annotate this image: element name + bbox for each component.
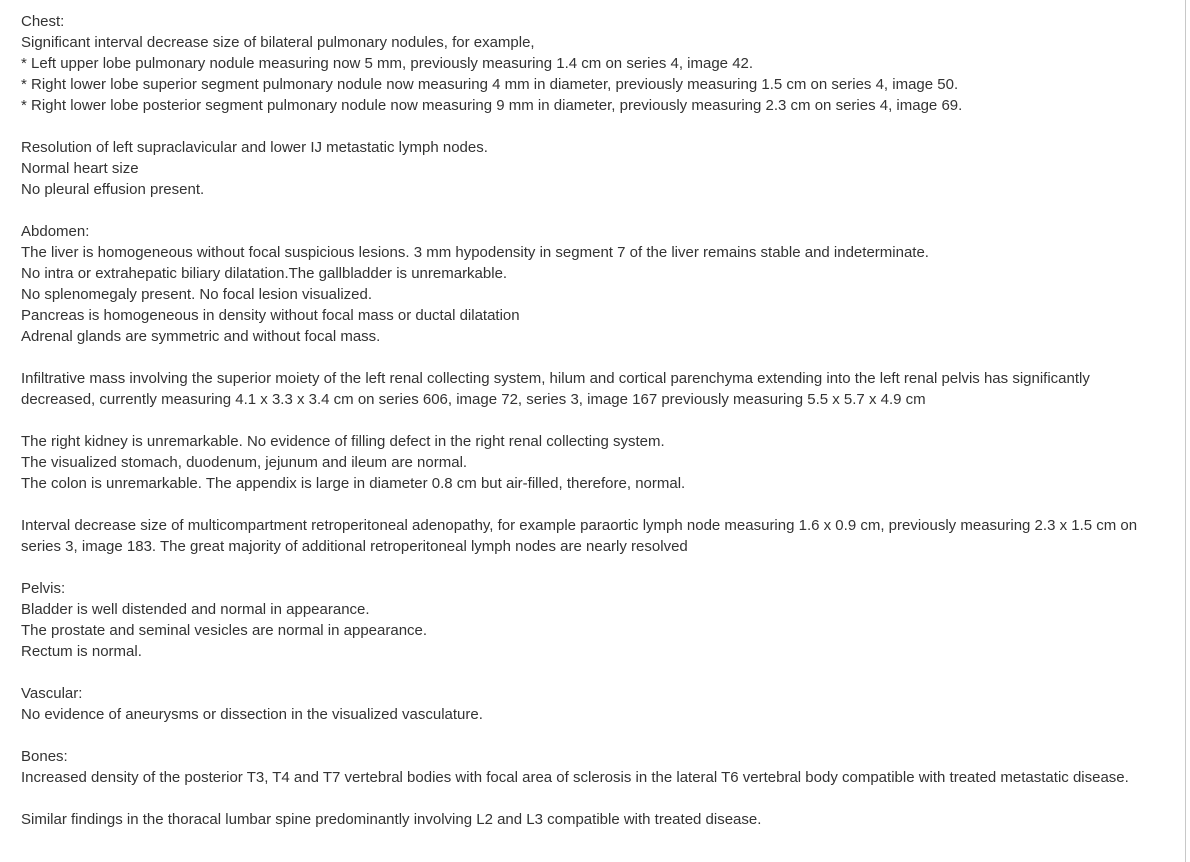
report-line: Significant interval decrease size of bilateral pulmonary nodules, for example, xyxy=(21,34,535,51)
report-line: Resolution of left supraclavicular and lower IJ metastatic lymph nodes. xyxy=(21,139,488,156)
section-heading-abdomen: Abdomen: xyxy=(21,223,90,240)
report-line: Bladder is well distended and normal in appearance. xyxy=(21,601,370,618)
section-chest-findings xyxy=(21,137,1165,200)
section-bones xyxy=(21,746,1165,788)
report-line: No splenomegaly present. No focal lesion visualized. xyxy=(21,286,373,303)
section-abdomen xyxy=(21,221,1165,347)
section-pelvis xyxy=(21,578,1165,662)
section-adenopathy xyxy=(21,515,1165,557)
report-line: Adrenal glands are symmetric and without focal mass. xyxy=(21,328,381,345)
report-line: The colon is unremarkable. The appendix is large in diameter 0.8 cm but air-filled, therefore, normal. xyxy=(21,475,686,492)
report-line: The liver is homogeneous without focal suspicious lesions. 3 mm hypodensity in segment 7 of the liver remains stable and indeterminate. xyxy=(21,244,929,261)
section-heading-pelvis: Pelvis: xyxy=(21,580,66,597)
section-spine xyxy=(21,809,1165,830)
report-line: Rectum is normal. xyxy=(21,643,142,660)
report-line: No pleural effusion present. xyxy=(21,181,205,198)
section-heading-vascular: Vascular: xyxy=(21,685,83,702)
report-line: Similar findings in the thoracal lumbar spine predominantly involving L2 and L3 compatible with treated disease. xyxy=(21,811,762,828)
report-paragraph: Interval decrease size of multicompartment retroperitoneal adenopathy, for example paraortic lymph node measuring 1.6 x 0.9 cm, previously measuring 2.3 x 1.5 cm on series 3, image 183. The great majority of additional retroperitoneal lymph nodes are nearly resolved xyxy=(21,517,1138,555)
report-line: No evidence of aneurysms or dissection in the visualized vasculature. xyxy=(21,706,483,723)
report-line: Normal heart size xyxy=(21,160,139,177)
report-line: No intra or extrahepatic biliary dilatation.The gallbladder is unremarkable. xyxy=(21,265,508,282)
report-line: * Right lower lobe posterior segment pulmonary nodule now measuring 9 mm in diameter, previously measuring 2.3 cm on series 4, image 69. xyxy=(21,97,963,114)
section-chest xyxy=(21,11,1165,116)
section-heading-bones: Bones: xyxy=(21,748,68,765)
report-line: The right kidney is unremarkable. No evidence of filling defect in the right renal collecting system. xyxy=(21,433,665,450)
report-line: Pancreas is homogeneous in density without focal mass or ductal dilatation xyxy=(21,307,520,324)
section-kidney-bowel xyxy=(21,431,1165,494)
report-line: The prostate and seminal vesicles are normal in appearance. xyxy=(21,622,428,639)
section-renal-mass xyxy=(21,368,1165,410)
report-line: * Left upper lobe pulmonary nodule measuring now 5 mm, previously measuring 1.4 cm on series 4, image 42. xyxy=(21,55,754,72)
report-line: * Right lower lobe superior segment pulmonary nodule now measuring 4 mm in diameter, previously measuring 1.5 cm on series 4, image 50. xyxy=(21,76,959,93)
section-vascular xyxy=(21,683,1165,725)
report-line: The visualized stomach, duodenum, jejunum and ileum are normal. xyxy=(21,454,468,471)
section-heading-chest: Chest: xyxy=(21,13,65,30)
report-paragraph: Infiltrative mass involving the superior moiety of the left renal collecting system, hilum and cortical parenchyma extending into the left renal pelvis has significantly decreased, currently measuring 4.1 x 3.3 x 3.4 cm on series 606, image 72, series 3, image 167 previously measuring 5.5 x 5.7 x 4.9 cm xyxy=(21,370,1090,408)
report-paragraph: Increased density of the posterior T3, T4 and T7 vertebral bodies with focal area of sclerosis in the lateral T6 vertebral body compatible with treated metastatic disease. xyxy=(21,769,1129,786)
